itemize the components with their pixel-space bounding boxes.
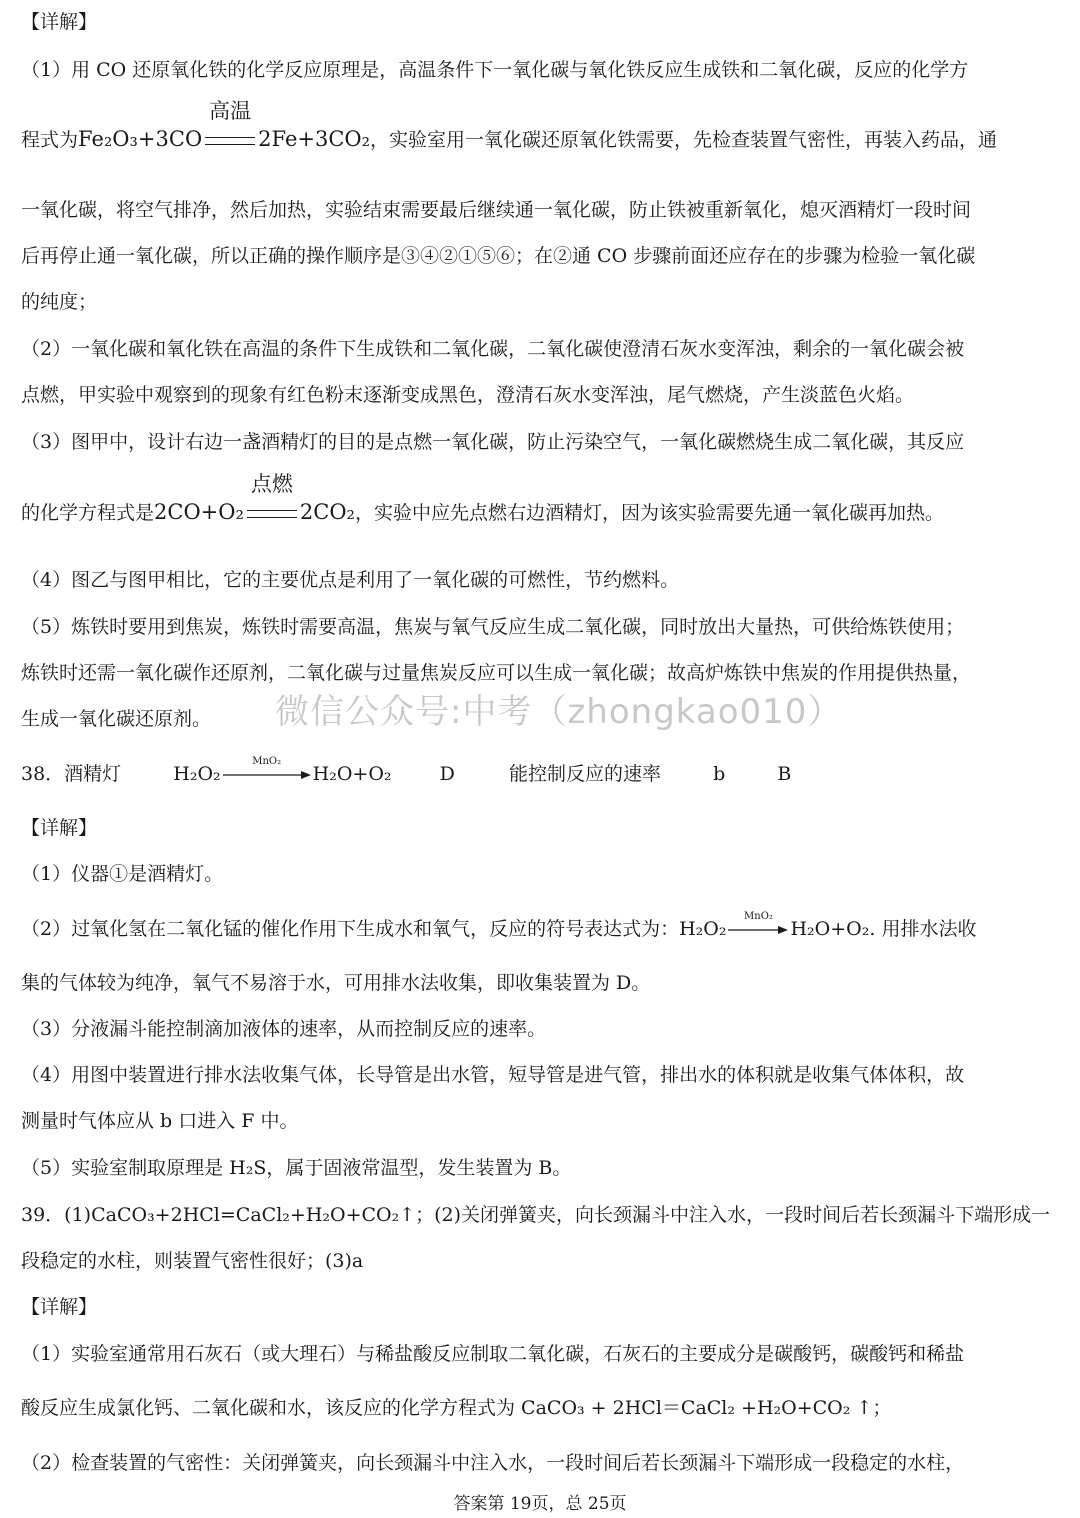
detail-header: 【详解】 — [21, 817, 98, 839]
paragraph-line: 的纯度； — [21, 291, 98, 313]
answer-39-line: 39．(1)CaCO₃+2HCl=CaCl₂+H₂O+CO₂↑；(2)关闭弹簧夹，向长颈漏斗中注入水，一段时间后若长颈漏斗下端形成一 — [21, 1204, 1051, 1226]
reaction-condition: 点燃 — [250, 472, 293, 496]
paragraph-line: （1）用 CO 还原氧化铁的化学反应原理是，高温条件下一氧化碳与氧化铁反应生成铁和二氧化碳，反应的化学方 — [21, 59, 969, 81]
paragraph-line: （2）检查装置的气密性：关闭弹簧夹，向长颈漏斗中注入水，一段时间后若长颈漏斗下端形成一段稳定的水柱， — [21, 1452, 965, 1474]
paragraph-line: （5）实验室制取原理是 H₂S，属于固液常温型，发生装置为 B。 — [21, 1157, 572, 1179]
answer-38-part3: D — [439, 763, 455, 785]
reaction-condition-equals — [205, 99, 255, 152]
paragraph-line: （1）实验室通常用石灰石（或大理石）与稀盐酸反应制取二氧化碳，石灰石的主要成分是碳酸钙，碳酸钙和稀盐 — [21, 1343, 965, 1365]
paragraph-line: 一氧化碳，将空气排净，然后加热，实验结束需要最后继续通一氧化碳，防止铁被重新氧化，熄灭酒精灯一段时间 — [21, 199, 972, 221]
equation-left: Fe₂O₃+3CO — [78, 127, 203, 151]
detail-header: 【详解】 — [21, 11, 98, 33]
catalyst-label: MnO₂ — [252, 756, 282, 767]
catalyst-label: MnO₂ — [744, 911, 773, 922]
reaction-condition: 高温 — [209, 99, 252, 123]
paragraph-line: （2）一氧化碳和氧化铁在高温的条件下生成铁和二氧化碳，二氧化碳使澄清石灰水变浑浊，剩余的一氧化碳会被 — [21, 338, 965, 360]
equation-left: 2CO+O₂ — [154, 500, 244, 524]
answer-38-part6: B — [777, 763, 792, 785]
paragraph-line: 生成一氧化碳还原剂。 — [21, 708, 212, 730]
answer-38-part5: b — [713, 763, 726, 785]
paragraph-line: 炼铁时还需一氧化碳作还原剂，二氧化碳与过量焦炭反应可以生成一氧化碳；故高炉炼铁中焦炭的作用提供热量， — [21, 662, 972, 684]
detail-header: 【详解】 — [21, 1296, 98, 1318]
watermark: 微信公众号:中考（zhongkao010） — [275, 692, 843, 732]
arrow-right-icon — [223, 770, 311, 780]
paragraph-line: （4）用图中装置进行排水法收集气体，长导管是出水管，短导管是进气管，排出水的体积就是收集气体体积，故 — [21, 1064, 965, 1086]
paragraph-line: （3）图甲中，设计右边一盏酒精灯的目的是点燃一氧化碳，防止污染空气，一氧化碳燃烧生成二氧化碳，其反应 — [21, 431, 965, 453]
arrow-right-icon — [728, 925, 788, 935]
reaction-condition-equals — [247, 472, 297, 525]
equation-right: 2CO₂ — [299, 500, 355, 524]
paragraph-line: （3）分液漏斗能控制滴加液体的速率，从而控制反应的速率。 — [21, 1018, 547, 1040]
answer-38-number: 38．酒精灯 — [21, 763, 122, 785]
equation-line: 程式为Fe₂O₃+3CO 高温 2Fe+3CO₂，实验室用一氧化碳还原氧化铁需要，先检查装置气密性，再装入药品，通 — [21, 99, 998, 151]
page-footer: 答案第 19页，总 25页 — [453, 1494, 627, 1514]
equation-line: （2）过氧化氢在二氧化锰的催化作用下生成水和氧气，反应的符号表达式为：H₂O₂ MnO₂ H₂O+O₂. 用排水法收 — [21, 911, 977, 940]
catalyst-arrow — [223, 756, 311, 780]
answer-38-part4: 能控制反应的速率 — [508, 763, 661, 785]
paragraph-line: 后再停止通一氧化碳，所以正确的操作顺序是③④②①⑤⑥；在②通 CO 步骤前面还应存在的步骤为检验一氧化碳 — [21, 245, 976, 267]
answer-38-eq-right: H₂O+O₂ — [312, 763, 392, 785]
paragraph-line: 测量时气体应从 b 口进入 F 中。 — [21, 1110, 299, 1132]
paragraph-line: （1）仪器①是酒精灯。 — [21, 863, 224, 885]
equation-right: 2Fe+3CO₂ — [258, 127, 371, 151]
answer-38-line — [21, 756, 792, 786]
paragraph-line: 集的气体较为纯净，氧气不易溶于水，可用排水法收集，即收集装置为 D。 — [21, 972, 651, 994]
equation-line: 的化学方程式是2CO+O₂ 点燃 2CO₂，实验中应先点燃右边酒精灯，因为该实验需要先通一氧化碳再加热。 — [21, 472, 944, 524]
double-line — [247, 510, 297, 518]
paragraph-line: （5）炼铁时要用到焦炭，炼铁时需要高温，焦炭与氧气反应生成二氧化碳，同时放出大量热，可供给炼铁使用； — [21, 616, 965, 638]
catalyst-arrow — [728, 911, 788, 935]
answer-39-line: 段稳定的水柱，则装置气密性很好；(3)a — [21, 1250, 364, 1272]
paragraph-line: 点燃，甲实验中观察到的现象有红色粉末逐渐变成黑色，澄清石灰水变浑浊，尾气燃烧，产生淡蓝色火焰。 — [21, 384, 915, 406]
paragraph-line: （4）图乙与图甲相比，它的主要优点是利用了一氧化碳的可燃性，节约燃料。 — [21, 569, 680, 591]
answer-38-eq-left: H₂O₂ — [173, 763, 221, 785]
double-line — [205, 137, 255, 145]
paragraph-line: 酸反应生成氯化钙、二氧化碳和水，该反应的化学方程式为 CaCO₃ + 2HCl＝CaCl₂ +H₂O+CO₂ ↑； — [21, 1397, 892, 1419]
